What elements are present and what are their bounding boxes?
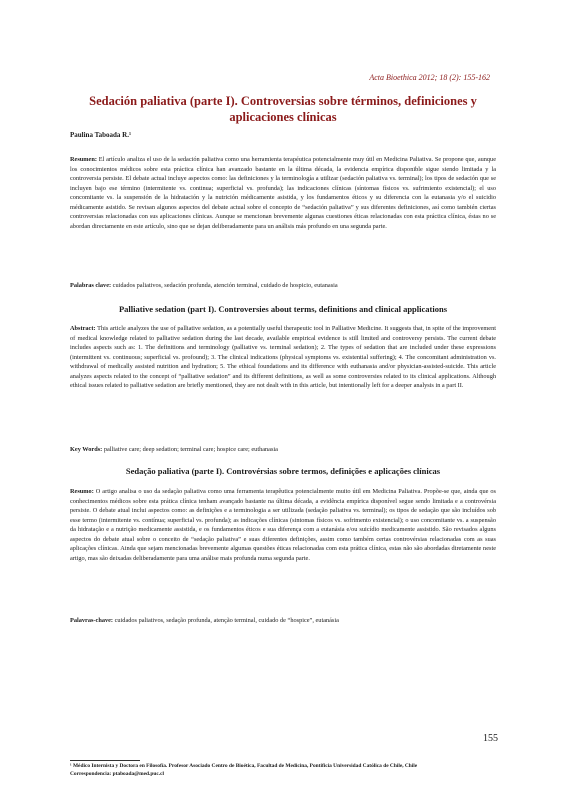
abstract-en bbox=[70, 324, 496, 391]
keywords-es-text: cuidados paliativos, sedación profunda, atención terminal, cuidado de hospicio, eutanasia bbox=[111, 282, 338, 289]
abstract-pt-label: Resumo: bbox=[70, 488, 94, 495]
title-en: Palliative sedation (part I). Controversies about terms, definitions and clinical applications bbox=[118, 304, 448, 314]
abstract-pt-text: O artigo analisa o uso da sedação paliativa como uma ferramenta terapêutica potencialmente muito útil em Medicina Paliativa. Propõe-se que, ainda que os conhecimentos médicos sobre esta prática clínica tenham avançado bastante na última década, a evidência empírica disponível segue sendo limitada e a controvérsia persiste. O debate atual inclui aspectos como: as definições e a terminologia a ser utilizada (sedação paliativa vs. terminal); os tipos de sedação que são incluídos sob esse termo (intermitente vs. contínua; superficial vs. profunda); as indicações clínicas (sintomas físicos vs. sofrimento existencial); o uso concomitante vs. a suspensão da hidratação e a nutrição medicamente assistida, e os fundamentos éticos e sua diferença com a eutanásia e/ou suicídio medicamente assistido. São revisados alguns aspectos do debate atual sobre o conceito de “sedação paliativa” e suas diferentes definições, assim como também certas controvérsias relacionadas com as suas aplicações clínicas. Ainda que sejam mencionadas brevemente algumas questões éticas relacionadas com esta prática clínica, estas não são abordadas diretamente neste artigo, mas são deixadas deliberadamente para uma análise mais profunda numa segunda parte. bbox=[70, 488, 496, 562]
footnote bbox=[70, 763, 496, 778]
abstract-pt bbox=[70, 487, 496, 563]
abstract-es bbox=[70, 155, 496, 231]
keywords-en bbox=[70, 445, 496, 455]
author-name: Paulina Taboada R.¹ bbox=[70, 131, 132, 139]
page-number: 155 bbox=[483, 733, 498, 744]
abstract-es-label: Resumen: bbox=[70, 156, 97, 163]
footnote-email: Correspondencia: ptaboada@med.puc.cl bbox=[70, 770, 165, 777]
keywords-es-label: Palabras clave: bbox=[70, 282, 112, 289]
abstract-en-text: This article analyzes the use of palliative sedation, as a potentially useful therapeutic tool in Palliative Medicine. It suggests that, in spite of the improvement of medical knowledge related to palliative sedation during the last decade, available empirical evidence is still limited and controversy persists. The current debate includes aspects such as: 1. The definitions and terminology (palliative vs. terminal sedation); 2. The types of sedation that are included under these expressions (intermittent vs. continuous; superficial vs. profound); 3. The clinical indications (physical symptoms vs. existential suffering); 4. The concomitant administration vs. withdrawal of medically assisted nutrition and hydration; 5. The ethical foundations and its difference with euthanasia and/or physician-assisted-suicide. This article analyzes aspects related to the concept of “palliative sedation” and its different definitions, as well as some controversies related to its clinical applications. Although ethical issues related to palliative sedation are briefly mentioned, they are not dealt with in this article, but intentionally left for a deeper analysis in a part II. bbox=[70, 325, 496, 389]
title-pt: Sedação paliativa (parte I). Controvérsias sobre termos, definições e aplicações clínicas bbox=[125, 466, 441, 476]
footnote-affiliation: ¹ Médico Internista y Doctora en Filosofía. Profesor Asociado Centro de Bioética, Facultad de Medicina, Pontificia Universidad Católica de Chile, Chile bbox=[70, 763, 418, 769]
keywords-es bbox=[70, 281, 496, 291]
keywords-en-text: palliative care; deep sedation; terminal care; hospice care; euthanasia bbox=[102, 446, 278, 453]
footnote-divider bbox=[70, 760, 140, 761]
keywords-pt bbox=[70, 616, 496, 626]
article-title: Sedación paliativa (parte I). Controversias sobre términos, definiciones y aplicaciones clínicas bbox=[89, 94, 477, 124]
abstract-en-label: Abstract: bbox=[70, 325, 96, 332]
journal-citation: Acta Bioethica 2012; 18 (2): 155-162 bbox=[369, 73, 490, 82]
keywords-en-label: Key Words: bbox=[70, 446, 103, 453]
keywords-pt-label: Palavras-chave: bbox=[70, 617, 114, 624]
keywords-pt-text: cuidados paliativos, sedação profunda, atenção terminal, cuidado de “hospice”, eutanásia bbox=[113, 617, 339, 624]
abstract-es-text: El artículo analiza el uso de la sedación paliativa como una herramienta terapéutica potencialmente muy útil en Medicina Paliativa. Se propone que, aunque los conocimientos médicos sobre esta práctica clínica han avanzado bastante en la última década, la evidencia empírica disponible sigue siendo limitada y la controversia persiste. El debate actual incluye aspectos como: las definiciones y la terminología a utilizar (sedación paliativa vs. terminal); los tipos de sedación que se incluyen bajo ese término (intermitente vs. continua; superficial vs. profunda); las indicaciones clínicas (síntomas físicos vs. sufrimiento existencial); el uso concomitante vs. la suspensión de la hidratación y la nutrición médicamente asistida, y los fundamentos éticos y su diferencia con la eutanasia y/o el suicidio médicamente asistido. Se revisan algunos aspectos del debate actual sobre el concepto de “sedación paliativa” y sus diferentes definiciones, así como también ciertas controversias relacionadas con sus aplicaciones clínicas. Aunque se mencionan brevemente algunas cuestiones éticas relacionadas con esta práctica clínica, éstas no se abordan directamente en este artículo, sino que se dejan deliberadamente para un análisis más profundo en una segunda parte. bbox=[70, 156, 496, 230]
